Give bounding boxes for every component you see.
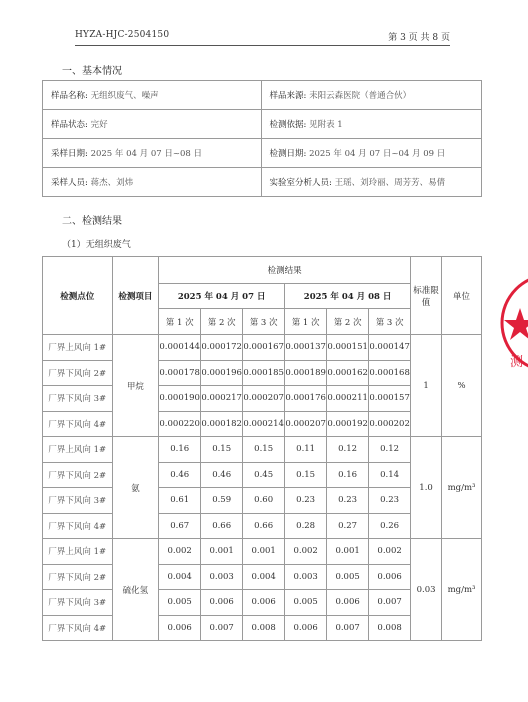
value-cell: 0.006	[243, 590, 285, 616]
item-cell: 甲烷	[112, 335, 159, 437]
value-cell: 0.005	[159, 590, 201, 616]
info-value: 2025 年 04 月 07 日~08 日	[90, 149, 202, 159]
info-key: 采样人员:	[51, 178, 88, 188]
header-item: 检测项目	[112, 257, 159, 335]
info-cell	[43, 168, 262, 197]
section-results-subtitle: （1）无组织废气	[62, 240, 131, 250]
value-cell: 0.14	[369, 462, 411, 488]
header-date-1: 2025 年 04 月 07 日	[159, 284, 285, 309]
value-cell: 0.000185	[243, 360, 285, 386]
value-cell: 0.23	[369, 488, 411, 514]
value-cell: 0.000190	[159, 386, 201, 412]
location-cell: 厂界上风向 1#	[43, 437, 113, 463]
value-cell: 0.000178	[159, 360, 201, 386]
value-cell: 0.000172	[201, 335, 243, 361]
seal-text: 测	[510, 355, 524, 370]
limit-cell: 0.03	[411, 539, 442, 641]
value-cell: 0.000147	[369, 335, 411, 361]
item-cell: 氨	[112, 437, 159, 539]
unit-cell: mg/m³	[442, 539, 482, 641]
location-cell: 厂界下风向 3#	[43, 590, 113, 616]
value-cell: 0.000207	[243, 386, 285, 412]
unit-cell: %	[442, 335, 482, 437]
basic-info-table	[42, 80, 482, 197]
info-value: 耒阳云森医院（普通合伙）	[309, 91, 412, 101]
info-cell	[261, 168, 482, 197]
value-cell: 0.002	[285, 539, 327, 565]
value-cell: 0.000151	[327, 335, 369, 361]
info-key: 采样日期:	[51, 149, 88, 159]
value-cell: 0.28	[285, 513, 327, 539]
value-cell: 0.000168	[369, 360, 411, 386]
value-cell: 0.000207	[285, 411, 327, 437]
header-run: 第 2 次	[201, 309, 243, 335]
value-cell: 0.007	[201, 615, 243, 641]
value-cell: 0.000220	[159, 411, 201, 437]
value-cell: 0.61	[159, 488, 201, 514]
value-cell: 0.000202	[369, 411, 411, 437]
value-cell: 0.001	[243, 539, 285, 565]
header-date-2: 2025 年 04 月 08 日	[285, 284, 411, 309]
value-cell: 0.007	[369, 590, 411, 616]
info-key: 样品来源:	[269, 91, 307, 101]
header-run: 第 2 次	[327, 309, 369, 335]
header-divider	[75, 45, 450, 46]
value-cell: 0.000137	[285, 335, 327, 361]
info-row	[43, 110, 482, 139]
value-cell: 0.007	[327, 615, 369, 641]
info-cell	[261, 110, 482, 139]
value-cell: 0.23	[327, 488, 369, 514]
info-row	[43, 139, 482, 168]
info-key: 样品状态:	[51, 120, 88, 130]
info-cell	[261, 81, 482, 110]
value-cell: 0.000157	[369, 386, 411, 412]
value-cell: 0.000214	[243, 411, 285, 437]
location-cell: 厂界下风向 2#	[43, 462, 113, 488]
value-cell: 0.66	[201, 513, 243, 539]
value-cell: 0.000192	[327, 411, 369, 437]
location-cell: 厂界下风向 3#	[43, 386, 113, 412]
limit-cell: 1.0	[411, 437, 442, 539]
value-cell: 0.006	[285, 615, 327, 641]
value-cell: 0.000196	[201, 360, 243, 386]
value-cell: 0.006	[369, 564, 411, 590]
page-number: 第 3 页 共 8 页	[388, 33, 450, 43]
value-cell: 0.006	[159, 615, 201, 641]
info-value: 蒋杰、刘炜	[90, 178, 134, 188]
info-cell	[43, 139, 262, 168]
value-cell: 0.005	[285, 590, 327, 616]
value-cell: 0.004	[243, 564, 285, 590]
info-key: 检测日期:	[269, 149, 307, 159]
info-key: 样品名称:	[51, 91, 88, 101]
info-value: 见附表 1	[309, 120, 343, 130]
value-cell: 0.59	[201, 488, 243, 514]
value-cell: 0.008	[243, 615, 285, 641]
value-cell: 0.16	[159, 437, 201, 463]
value-cell: 0.16	[327, 462, 369, 488]
location-cell: 厂界上风向 1#	[43, 539, 113, 565]
value-cell: 0.006	[201, 590, 243, 616]
unit-cell: mg/m³	[442, 437, 482, 539]
header-unit: 单位	[442, 257, 482, 335]
header-run: 第 1 次	[285, 309, 327, 335]
header-run: 第 1 次	[159, 309, 201, 335]
value-cell: 0.000211	[327, 386, 369, 412]
value-cell: 0.002	[369, 539, 411, 565]
value-cell: 0.46	[159, 462, 201, 488]
value-cell: 0.60	[243, 488, 285, 514]
value-cell: 0.002	[159, 539, 201, 565]
value-cell: 0.000189	[285, 360, 327, 386]
value-cell: 0.000217	[201, 386, 243, 412]
info-value: 完好	[90, 120, 108, 130]
item-cell: 硫化氢	[112, 539, 159, 641]
info-cell	[43, 110, 262, 139]
results-table	[42, 256, 482, 641]
location-cell: 厂界下风向 4#	[43, 411, 113, 437]
section-results-title: 二、检测结果	[62, 216, 122, 227]
value-cell: 0.000162	[327, 360, 369, 386]
table-row	[43, 539, 482, 565]
value-cell: 0.46	[201, 462, 243, 488]
info-value: 2025 年 04 月 07 日~04 月 09 日	[309, 149, 446, 159]
header-results: 检测结果	[159, 257, 411, 284]
value-cell: 0.12	[327, 437, 369, 463]
value-cell: 0.001	[201, 539, 243, 565]
info-row	[43, 81, 482, 110]
value-cell: 0.12	[369, 437, 411, 463]
location-cell: 厂界下风向 3#	[43, 488, 113, 514]
report-number: HYZA-HJC-2504150	[75, 30, 170, 40]
header-run: 第 3 次	[243, 309, 285, 335]
info-key: 实验室分析人员:	[269, 178, 332, 188]
info-cell	[261, 139, 482, 168]
value-cell: 0.11	[285, 437, 327, 463]
table-row	[43, 335, 482, 361]
value-cell: 0.66	[243, 513, 285, 539]
value-cell: 0.008	[369, 615, 411, 641]
limit-cell: 1	[411, 335, 442, 437]
value-cell: 0.001	[327, 539, 369, 565]
value-cell: 0.006	[327, 590, 369, 616]
value-cell: 0.27	[327, 513, 369, 539]
location-cell: 厂界下风向 2#	[43, 360, 113, 386]
section-basic-info-title: 一、基本情况	[62, 66, 122, 77]
official-seal-fragment	[498, 268, 528, 378]
value-cell: 0.000182	[201, 411, 243, 437]
header-location: 检测点位	[43, 257, 113, 335]
location-cell: 厂界下风向 2#	[43, 564, 113, 590]
info-cell	[43, 81, 262, 110]
header-limit: 标准限值	[411, 257, 442, 335]
info-value: 王瑶、刘玲丽、周芳芳、易倩	[334, 178, 446, 188]
value-cell: 0.45	[243, 462, 285, 488]
table-row	[43, 437, 482, 463]
location-cell: 厂界上风向 1#	[43, 335, 113, 361]
info-row	[43, 168, 482, 197]
info-key: 检测依据:	[269, 120, 307, 130]
value-cell: 0.15	[243, 437, 285, 463]
header-run: 第 3 次	[369, 309, 411, 335]
value-cell: 0.23	[285, 488, 327, 514]
value-cell: 0.26	[369, 513, 411, 539]
value-cell: 0.000176	[285, 386, 327, 412]
location-cell: 厂界下风向 4#	[43, 513, 113, 539]
value-cell: 0.005	[327, 564, 369, 590]
value-cell: 0.003	[285, 564, 327, 590]
location-cell: 厂界下风向 4#	[43, 615, 113, 641]
value-cell: 0.000167	[243, 335, 285, 361]
info-value: 无组织废气、噪声	[90, 91, 159, 101]
value-cell: 0.003	[201, 564, 243, 590]
value-cell: 0.15	[285, 462, 327, 488]
value-cell: 0.67	[159, 513, 201, 539]
value-cell: 0.004	[159, 564, 201, 590]
value-cell: 0.000144	[159, 335, 201, 361]
value-cell: 0.15	[201, 437, 243, 463]
